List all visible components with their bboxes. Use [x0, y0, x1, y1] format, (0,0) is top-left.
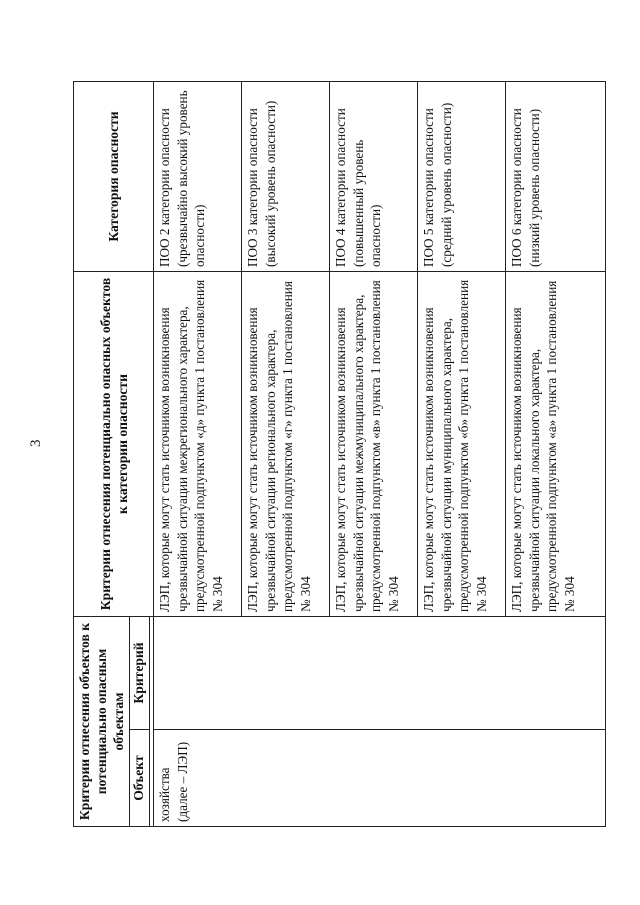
page-number: 3 — [28, 439, 44, 447]
table-row — [154, 82, 242, 827]
header-criterion: Критерий — [131, 642, 146, 704]
criterion-cell: ЛЭП, которые могут стать источником возникновения чрезвычайной ситуации муниципального характера, предусмотренной подпунктом «б» пункта 1 постановления № 304 — [418, 272, 506, 617]
criterion-cell: ЛЭП, которые могут стать источником возникновения чрезвычайной ситуации регионального характера, предусмотренной подпунктом «г» пункта 1 постановления № 304 — [242, 272, 330, 617]
header-object: Объект — [130, 729, 149, 826]
rotated-table-container — [73, 82, 583, 827]
category-cell: ПОО 5 категории опасности (средний уровень опасности) — [418, 82, 506, 272]
category-cell: ПОО 3 категории опасности (высокий уровень опасности) — [242, 82, 330, 272]
criteria-table — [73, 81, 606, 827]
category-cell: ПОО 2 категории опасности (чрезвычайно высокий уровень опасности) — [154, 82, 242, 272]
object-column-cell — [154, 617, 606, 827]
criterion-cell: ЛЭП, которые могут стать источником возникновения чрезвычайной ситуации межмуниципального характера, предусмотренной подпунктом «в» пункта 1 постановления № 304 — [330, 272, 418, 617]
category-cell: ПОО 6 категории опасности (низкий уровень опасности) — [506, 82, 606, 272]
header-category: Категория опасности — [74, 82, 154, 272]
criterion-cell: ЛЭП, которые могут стать источником возникновения чрезвычайной ситуации межрегионального характера, предусмотренной подпунктом «д» пункта 1 постановления № 304 — [154, 272, 242, 617]
category-cell: ПОО 4 категории опасности (повышенный уровень опасности) — [330, 82, 418, 272]
table-header-row — [74, 82, 130, 827]
criterion-cell: ЛЭП, которые могут стать источником возникновения чрезвычайной ситуации локального характера, предусмотренной подпунктом «а» пункта 1 постановления № 304 — [506, 272, 606, 617]
header-object-criteria-group: Критерии отнесения объектов к потенциально опасным объектам — [74, 617, 130, 827]
header-category-criteria: Критерии отнесения потенциально опасных объектов к категории опасности — [74, 272, 154, 617]
object-cell: хозяйства (далее – ЛЭП) — [154, 729, 605, 826]
